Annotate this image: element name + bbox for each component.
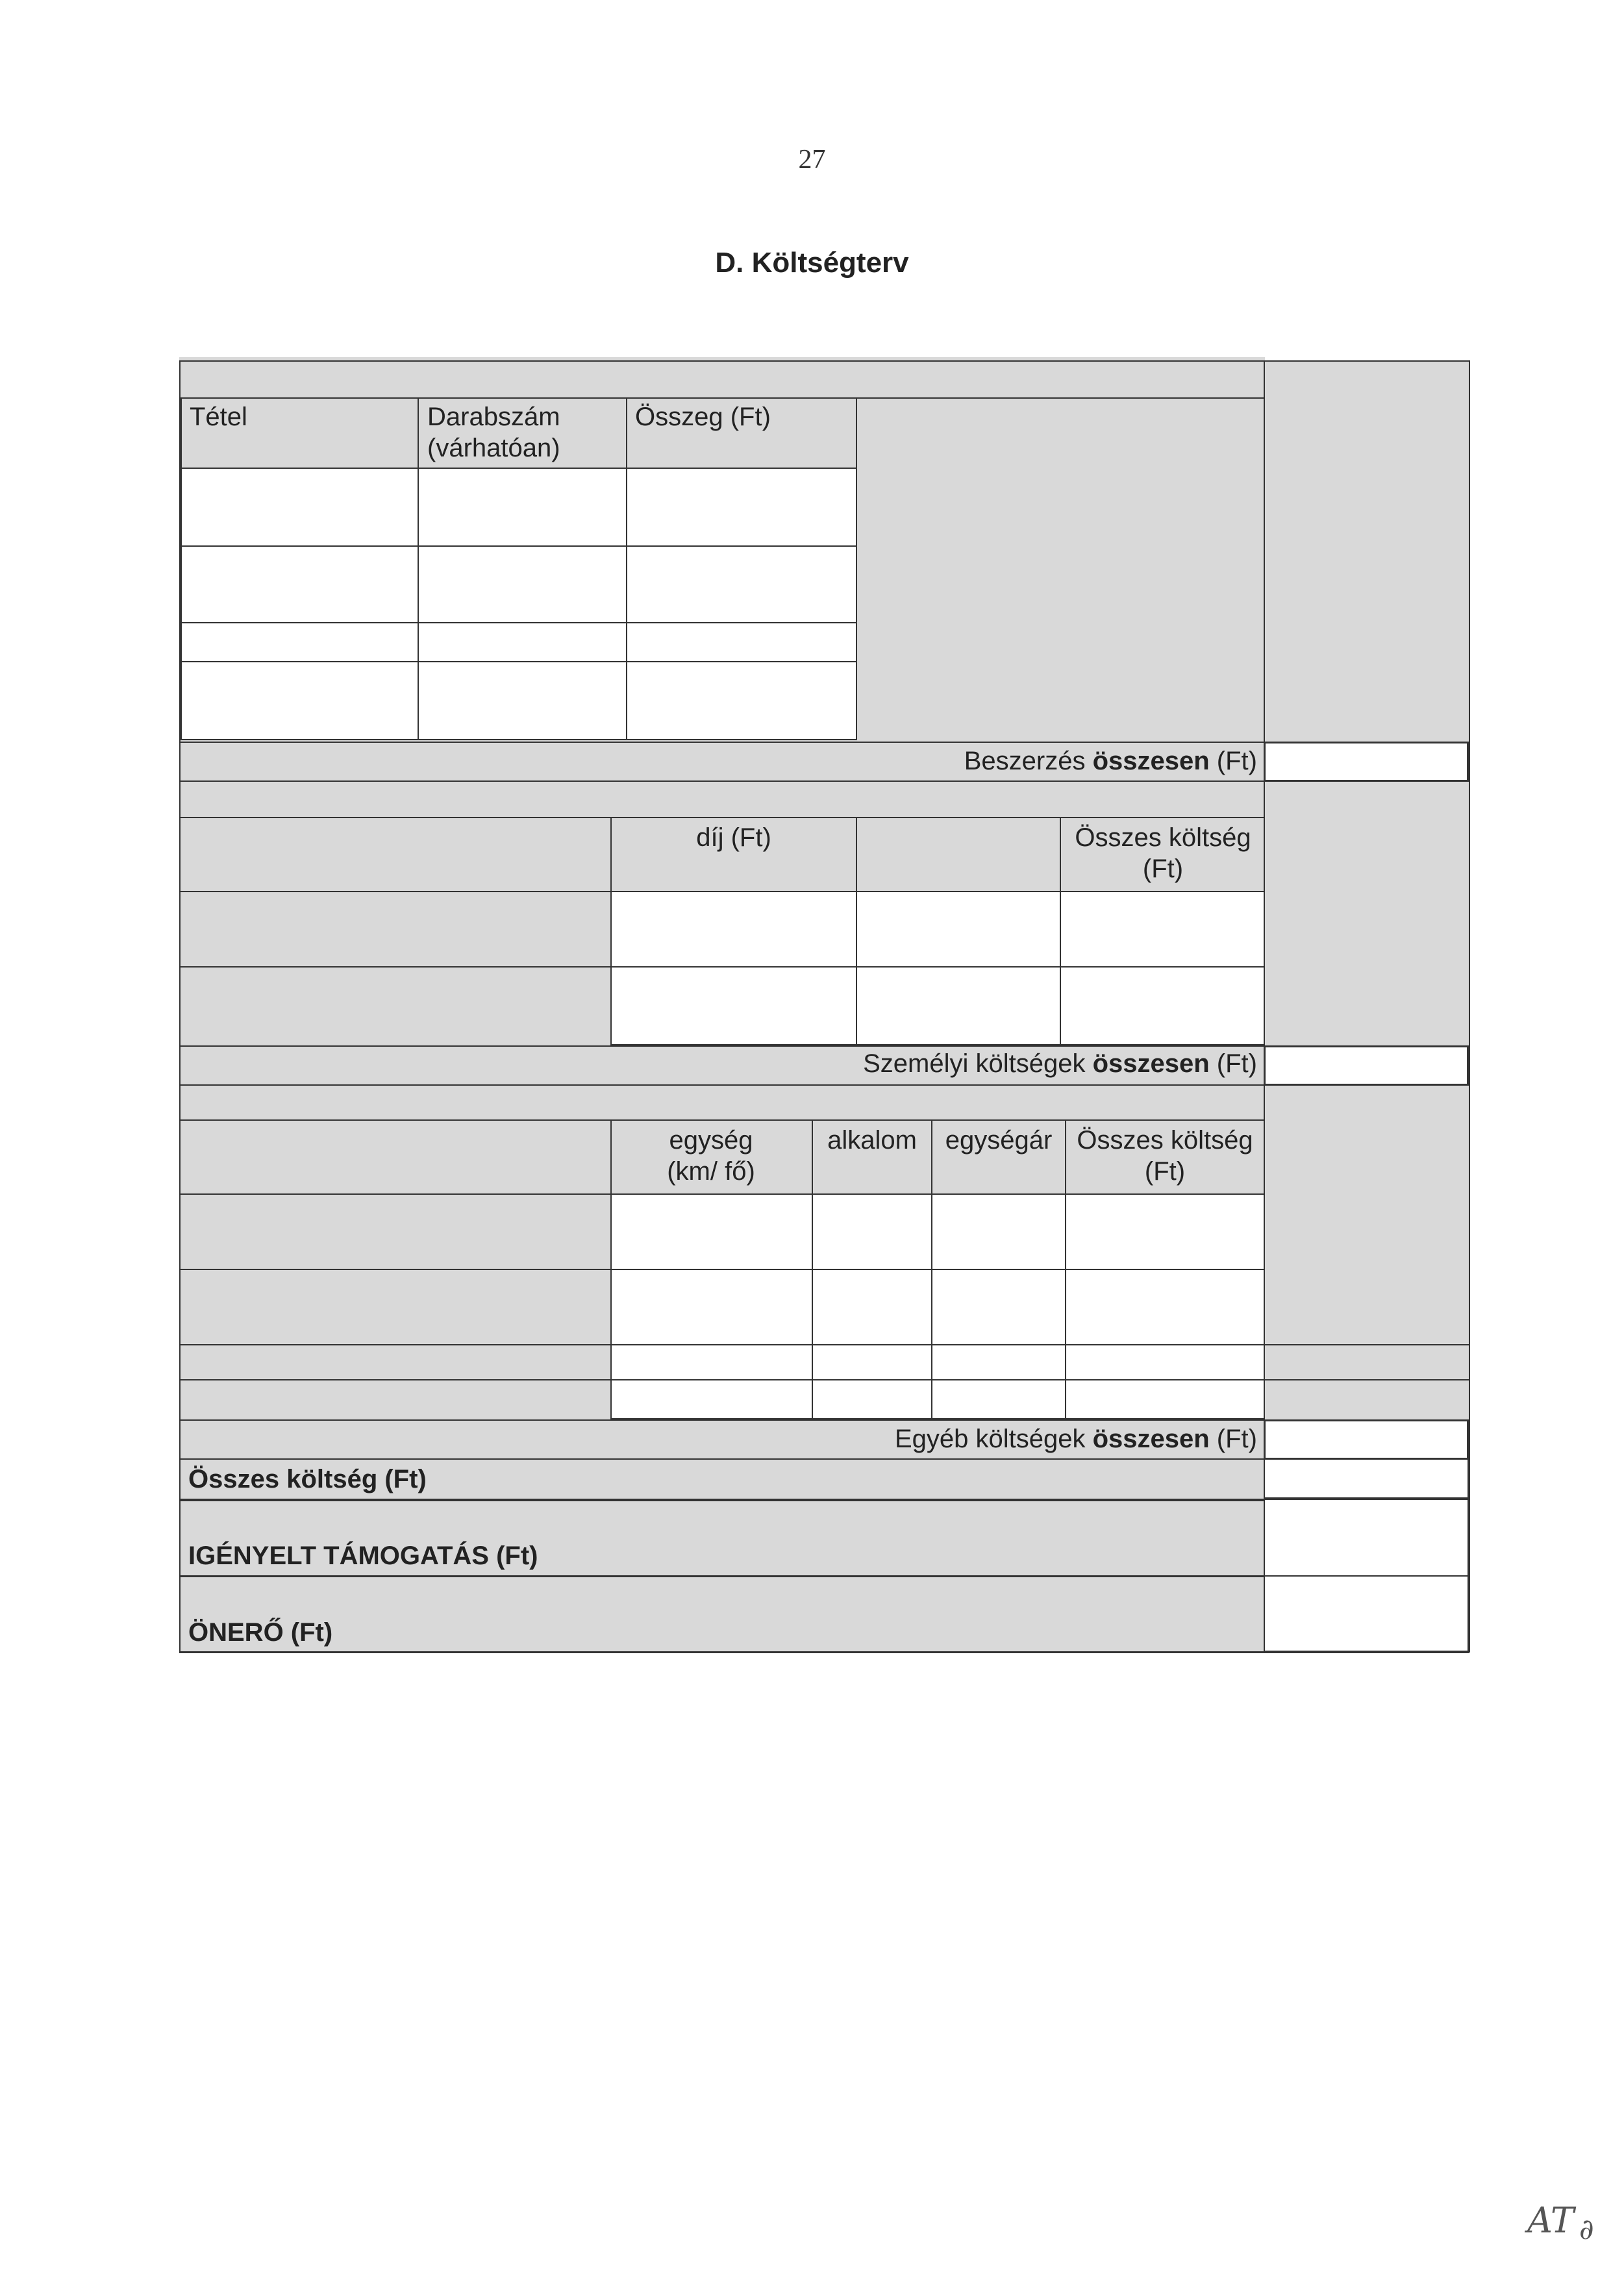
table-right-border — [1469, 360, 1470, 1653]
page-title: D. Költségterv — [715, 247, 909, 279]
beszerzes-cell[interactable] — [626, 622, 857, 662]
szemelyi-cell[interactable] — [610, 891, 857, 968]
table-top-border — [179, 360, 1469, 362]
table-row-line — [179, 966, 612, 968]
beszerzes-cell[interactable] — [418, 661, 627, 740]
egyeb-cell[interactable] — [812, 1379, 932, 1419]
beszerzes-cell[interactable] — [626, 468, 857, 547]
egyeb-cell[interactable] — [1065, 1193, 1265, 1270]
szemelyi-cell[interactable] — [856, 891, 1061, 968]
summary-onero-value[interactable] — [1264, 1575, 1469, 1652]
beszerzes-cell[interactable] — [181, 545, 419, 623]
egyeb-header-label-osszes: Összes költség (Ft) — [1077, 1126, 1253, 1186]
egyeb-cell[interactable] — [1065, 1269, 1265, 1345]
handwritten-initials: AT — [1527, 2200, 1575, 2241]
egyeb-header-label-egysegar: egységár — [945, 1126, 1053, 1155]
table-shade-right-column — [1265, 361, 1469, 744]
egyeb-header-label-egyseg: egység (km/ fő) — [667, 1126, 755, 1186]
egyeb-cell[interactable] — [931, 1379, 1066, 1419]
beszerzes-header-label-darabszam: Darabszám (várhatóan) — [427, 403, 560, 462]
beszerzes-cell[interactable] — [181, 622, 419, 662]
egyeb-cell[interactable] — [610, 1193, 813, 1270]
summary-osszes-label: Összes költség (Ft) — [188, 1465, 427, 1493]
szemelyi-cell[interactable] — [1060, 891, 1265, 968]
beszerzes-cell[interactable] — [626, 661, 857, 740]
szemelyi-header-label-osszes: Összes költség (Ft) — [1075, 823, 1251, 883]
page-number: 27 — [798, 145, 826, 175]
table-row-line — [179, 1084, 1264, 1086]
summary-onero-label: ÖNERŐ (Ft) — [188, 1618, 333, 1647]
szemelyi-header-label-dij: díj (Ft) — [696, 823, 771, 852]
table-bottom-border — [179, 1651, 1469, 1653]
egyeb-cell[interactable] — [812, 1269, 932, 1345]
egyeb-cell[interactable] — [1065, 1344, 1265, 1380]
table-shade-right-column-3 — [1265, 1084, 1469, 1426]
egyeb-cell[interactable] — [931, 1193, 1066, 1270]
egyeb-cell[interactable] — [812, 1193, 932, 1270]
beszerzes-cell[interactable] — [181, 468, 419, 547]
egyeb-cell[interactable] — [812, 1344, 932, 1380]
summary-igenyelt-value[interactable] — [1264, 1499, 1469, 1577]
egyeb-total-label: Egyéb költségek összesen (Ft) — [894, 1425, 1257, 1453]
table-row-line — [179, 891, 612, 892]
szemelyi-cell[interactable] — [1060, 966, 1265, 1045]
table-row-line — [179, 1269, 612, 1270]
beszerzes-cell[interactable] — [418, 622, 627, 662]
beszerzes-total-label: Beszerzés összesen (Ft) — [964, 747, 1257, 775]
szemelyi-header-empty — [856, 817, 1061, 892]
egyeb-total-value[interactable] — [1264, 1419, 1469, 1460]
egyeb-cell[interactable] — [1065, 1379, 1265, 1419]
table-row-line — [179, 1193, 612, 1195]
egyeb-cell[interactable] — [931, 1269, 1066, 1345]
table-shade-right-column-2 — [1265, 780, 1469, 1047]
szemelyi-cell[interactable] — [856, 966, 1061, 1045]
szemelyi-cell[interactable] — [610, 966, 857, 1045]
beszerzes-header-label-osszeg: Összeg (Ft) — [635, 403, 771, 431]
beszerzes-cell[interactable] — [181, 661, 419, 740]
beszerzes-total-value[interactable] — [1264, 742, 1469, 782]
summary-osszes-value[interactable] — [1264, 1458, 1469, 1499]
szemelyi-total-value[interactable] — [1264, 1045, 1469, 1086]
egyeb-header-label-alkalom: alkalom — [827, 1126, 917, 1155]
beszerzes-cell[interactable] — [418, 545, 627, 623]
handwritten-mark: ∂ — [1579, 2213, 1594, 2246]
table-row-line — [179, 780, 1264, 782]
egyeb-cell[interactable] — [931, 1344, 1066, 1380]
beszerzes-header-label-tetel: Tétel — [190, 403, 247, 431]
egyeb-cell[interactable] — [610, 1344, 813, 1380]
beszerzes-cell[interactable] — [626, 545, 857, 623]
summary-igenyelt-label: IGÉNYELT TÁMOGATÁS (Ft) — [188, 1542, 538, 1570]
szemelyi-total-label: Személyi költségek összesen (Ft) — [863, 1049, 1257, 1078]
egyeb-cell[interactable] — [610, 1269, 813, 1345]
egyeb-cell[interactable] — [610, 1379, 813, 1419]
beszerzes-cell[interactable] — [418, 468, 627, 547]
